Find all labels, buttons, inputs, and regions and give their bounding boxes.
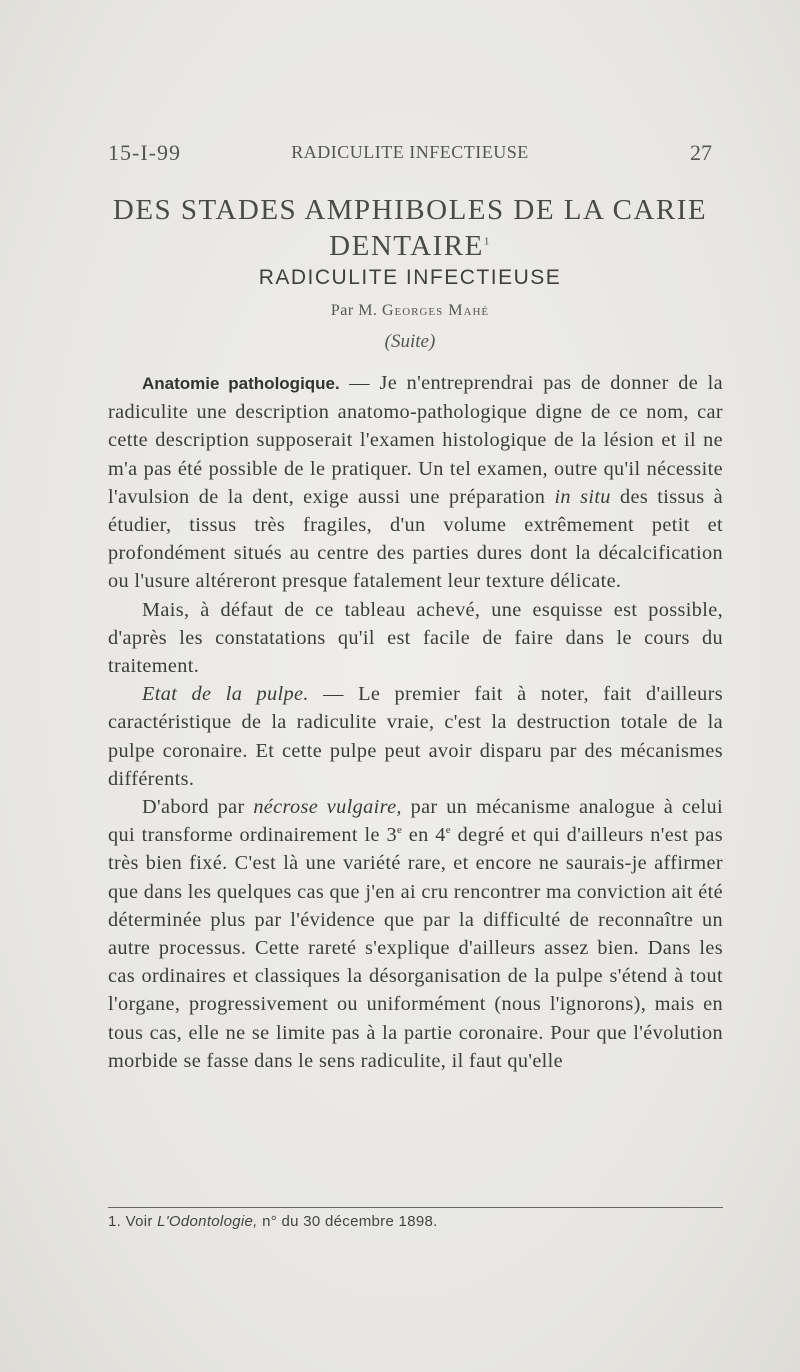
- paragraph-1: [108, 369, 723, 596]
- paragraph-4-text-after: par un mécanisme analogue à celui qui transforme ordinairement le 3: [108, 796, 723, 847]
- paragraph-1-text-after: des tissus à étudier, tissus très fragiles, d'un volume extrêmement petit et profondément situés au centre des parties dures dont la décalcification ou l'usure altéreront presque fatalement leur texture délicate.: [108, 485, 723, 593]
- running-title: RADICULITE INFECTIEUSE: [291, 142, 529, 162]
- paragraph-4: [108, 793, 723, 1075]
- continued-label: (Suite): [384, 331, 436, 352]
- footnote-prefix: Voir: [125, 1213, 153, 1230]
- footnote-number: 1.: [108, 1213, 122, 1230]
- paragraph-4-text-end: degré et qui d'ailleurs n'est pas très bien fixé. C'est là une variété rare, et encore ne saurais-je affirmer que dans les quelques cas que j'en ai cru rencontrer ma conviction ait été déterminée plus par l'évidence que par la difficulté de reconnaître un autre processus. Cette rareté s'explique d'ailleurs assez bien. Dans les cas ordinaires et classiques la désorganisation de la pulpe s'étend à tout l'organe, progressivement ou uniformément (nous l'ignorons), mais en tous cas, elle ne se limite pas à la partie coronaire. Pour que l'évolution morbide se fasse dans le sens radiculite, il faut qu'elle: [108, 824, 723, 1072]
- title-line-1: DES STADES AMPHIBOLES DE LA CARIE: [112, 194, 708, 226]
- footnote: [108, 1213, 723, 1230]
- footnote-journal: L'Odontologie,: [157, 1213, 258, 1230]
- paragraph-3: [108, 680, 723, 793]
- subsection-heading: Etat de la pulpe.: [142, 683, 309, 706]
- superscript-1: e: [396, 824, 403, 837]
- paragraph-1-text: — Je n'entreprendrai pas de donner de la radiculite une description anatomo-pathologique digne de ce nom, car cette description supposerait l'examen histologique de la lésion et il ne m'a pas été possible de le pratiquer. Un tel examen, outre qu'il nécessite l'avulsion de la dent, exige aussi une préparation: [108, 372, 723, 508]
- author-prefix: Par M.: [330, 302, 378, 319]
- superscript-2: e: [445, 824, 452, 837]
- author-name: Georges Mahé: [381, 302, 490, 319]
- paragraph-3-text: — Le premier fait à noter, fait d'ailleurs caractéristique de la radiculite vraie, c'est la destruction totale de la pulpe coronaire. Et cette pulpe peut avoir disparu par des mécanismes différents.: [108, 683, 723, 790]
- article-title: [80, 192, 740, 264]
- paragraph-4-text-mid: en 4: [402, 824, 446, 847]
- title-line-2-text: DENTAIRE: [329, 230, 484, 262]
- page-number: 27: [690, 140, 712, 165]
- header-date: 15-I-99: [108, 140, 181, 165]
- paragraph-2: Mais, à défaut de ce tableau achevé, une esquisse est possible, d'après les constatations qu'il est facile de faire dans le cours du traitement.: [108, 598, 723, 678]
- paragraph-4-italic: nécrose vulgaire,: [253, 796, 402, 819]
- footnote-mark: 1: [483, 235, 491, 248]
- article-subtitle: RADICULITE INFECTIEUSE: [258, 266, 562, 289]
- author-line: [80, 302, 740, 320]
- running-header: [108, 140, 712, 172]
- footnote-text: n° du 30 décembre 1898.: [262, 1213, 438, 1230]
- article-body: [108, 369, 723, 1075]
- footnote-rule: [108, 1207, 723, 1208]
- paragraph-1-italic: in situ: [554, 485, 611, 508]
- title-line-2: [80, 228, 740, 264]
- section-heading: Anatomie pathologique.: [142, 374, 340, 393]
- paragraph-4-text: D'abord par: [142, 796, 254, 819]
